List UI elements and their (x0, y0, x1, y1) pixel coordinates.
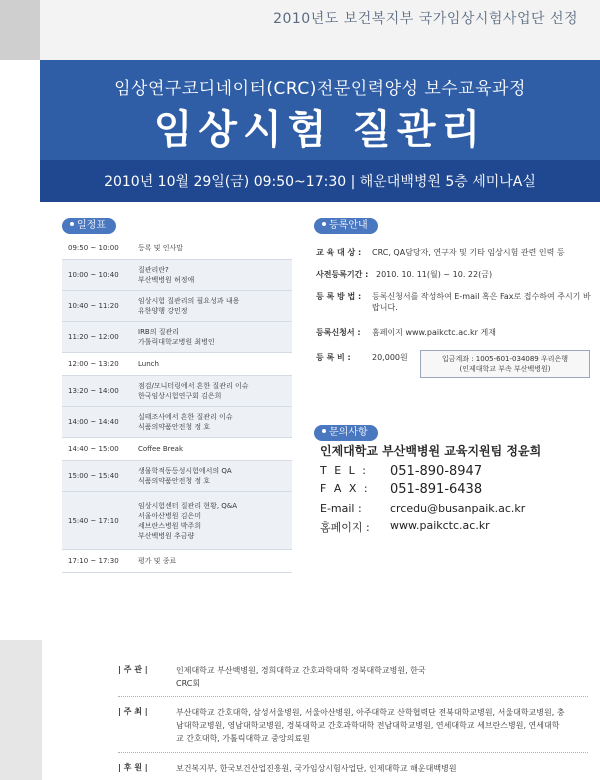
schedule-desc (138, 243, 288, 253)
session-speaker: 세브란스병원 박주희 (138, 521, 202, 530)
target-label: 교 육 대 상 : (316, 248, 362, 257)
period-value: 2010. 10. 11(월) ~ 10. 22(금) (376, 270, 493, 279)
session-speaker: 식품의약품안전청 정 호 (138, 477, 211, 485)
schedule-row (62, 353, 292, 376)
contact-tag-label: 문의사항 (329, 427, 368, 438)
bank-account: 입금계좌 : 1005-601-034089 우리은행 (441, 355, 569, 363)
organizer-value: 부산대학교 간호대학, 삼성서울병원, 서울아산병원, 아주대학교 산학협력단 전북대학교병원, 서울대학교병원, 충남대학교병원, 영남대학교병원, 경북대학교 간호과학대학 전남대학교병원, 연세대학교 세브란스병원, 연세대학교 간호대학, 가톨릭대학교 중앙의료원 (176, 708, 565, 743)
schedule-time: 14:40 ~ 15:00 (68, 445, 119, 453)
homepage-label: 홈페이지 : (320, 521, 370, 534)
bank-account-box (420, 350, 590, 378)
course-title: 임상시험 질관리 (153, 107, 487, 153)
session-speaker: 가톨릭대학교병원 최병인 (138, 338, 215, 346)
schedule-desc (138, 265, 288, 285)
schedule-desc (138, 501, 288, 541)
schedule-time: 10:40 ~ 11:20 (68, 302, 119, 310)
schedule-time: 11:20 ~ 12:00 (68, 333, 119, 341)
form-value: 홈페이지 www.paikctc.ac.kr 게재 (372, 328, 496, 337)
method-label: 등 록 방 법 : (316, 292, 362, 301)
homepage-value[interactable]: www.paikctc.ac.kr (390, 519, 490, 532)
session-title: 임상시험 질관리의 필요성과 내용 (138, 297, 240, 305)
registration-tag-label: 등록안내 (329, 220, 368, 231)
session-speaker: 부산백병원 허정애 (138, 276, 195, 284)
schedule-desc (138, 296, 288, 316)
fax-label: F A X : (320, 482, 370, 495)
host-value: 인제대학교 부산백병원, 경희대학교 간호과학대학 경북대학교병원, 한국 CRC회 (176, 666, 426, 688)
schedule-desc (138, 412, 288, 432)
contact-org: 인제대학교 부산백병원 교육지원팀 정윤희 (320, 444, 542, 458)
form-label: 등록신청서 : (316, 328, 361, 337)
sponsor-label: | 후 원 | (118, 763, 148, 772)
schedule-time: 13:20 ~ 14:00 (68, 387, 119, 395)
schedule-row (62, 550, 292, 573)
bullet-icon (70, 222, 74, 226)
schedule-row (62, 376, 292, 407)
registration-tag (314, 218, 378, 234)
session-speaker: 부산백병원 추금량 (138, 531, 195, 540)
decorative-block (0, 0, 40, 60)
divider (118, 752, 588, 753)
schedule-row (62, 291, 292, 322)
fee-value: 20,000원 (372, 353, 408, 362)
schedule-row (62, 237, 292, 260)
session-speaker: 유한양행 강민정 (138, 307, 188, 315)
session-title: 실태조사에서 흔한 질관리 이슈 (138, 413, 233, 421)
session-title: 점검/모니터링에서 흔한 질관리 이슈 (138, 382, 249, 390)
bullet-icon (322, 429, 326, 433)
schedule-table (62, 237, 292, 573)
schedule-tag-label: 일정표 (77, 220, 106, 231)
schedule-time: 14:00 ~ 14:40 (68, 418, 119, 426)
date-place-bar (40, 160, 600, 202)
divider (118, 696, 588, 697)
schedule-time: 09:50 ~ 10:00 (68, 244, 119, 252)
email-label: E-mail : (320, 502, 362, 515)
schedule-desc (138, 359, 288, 369)
schedule-row (62, 438, 292, 461)
schedule-tag (62, 218, 116, 234)
tel-label: T E L : (320, 464, 368, 477)
host-label: | 주 관 | (118, 665, 148, 674)
schedule-desc (138, 556, 288, 566)
date-place: 2010년 10월 29일(금) 09:50~17:30 | 해운대백병원 5층 세미나A실 (104, 174, 536, 190)
schedule-row (62, 407, 292, 438)
session-title: Lunch (138, 360, 159, 368)
session-title: Coffee Break (138, 445, 184, 453)
sponsor-value: 보건복지부, 한국보건산업진흥원, 국가임상시험사업단, 인제대학교 해운대백병원 (176, 764, 457, 773)
session-speaker: 식품의약품안전청 정 호 (138, 423, 211, 431)
schedule-time: 10:00 ~ 10:40 (68, 271, 119, 279)
schedule-time: 12:00 ~ 13:20 (68, 360, 119, 368)
organizer-label: | 주 최 | (118, 707, 148, 716)
schedule-time: 15:40 ~ 17:10 (68, 516, 119, 525)
target-value: CRC, QA담당자, 연구자 및 기타 임상시험 관련 인력 등 (372, 248, 565, 257)
session-speaker: 한국임상시험연구회 김은희 (138, 392, 222, 400)
header-caption: 2010년도 보건복지부 국가임상시험사업단 선정 (273, 11, 578, 27)
bank-holder: (인제대학교 부속 부산백병원) (459, 365, 551, 373)
session-title: 생물학적동등성시험에서의 QA (138, 467, 232, 475)
period-label: 사전등록기간 : (316, 270, 369, 279)
bullet-icon (322, 222, 326, 226)
top-band (0, 0, 600, 60)
footer-bar (0, 640, 42, 780)
tel-value: 051-890-8947 (390, 464, 483, 479)
schedule-row (62, 322, 292, 353)
schedule-desc (138, 444, 288, 454)
schedule-row (62, 492, 292, 550)
schedule-row (62, 461, 292, 492)
schedule-time: 15:00 ~ 15:40 (68, 472, 119, 480)
course-subtitle: 임상연구코디네이터(CRC)전문인력양성 보수교육과정 (114, 79, 526, 99)
schedule-desc (138, 327, 288, 347)
fee-label: 등 록 비 : (316, 353, 351, 362)
session-title: 질관리란? (138, 266, 169, 274)
contact-tag (314, 425, 378, 441)
session-title: 등록 및 인사말 (138, 244, 184, 252)
session-title: IRB의 질관리 (138, 328, 180, 336)
footer (0, 640, 600, 780)
session-speaker: 서울아산병원 김은미 (138, 511, 202, 520)
method-value: 등록신청서를 작성하여 E-mail 혹은 Fax로 접수하여 주시기 바랍니다. (372, 292, 591, 312)
schedule-desc (138, 381, 288, 401)
schedule-desc (138, 466, 288, 486)
session-title: 평가 및 종료 (138, 557, 177, 565)
schedule-time: 17:10 ~ 17:30 (68, 557, 119, 565)
schedule-row (62, 260, 292, 291)
session-title: 임상시험센터 질관리 현황, Q&A (138, 501, 238, 510)
email-value[interactable]: crcedu@busanpaik.ac.kr (390, 502, 526, 515)
fax-value: 051-891-6438 (390, 482, 483, 497)
